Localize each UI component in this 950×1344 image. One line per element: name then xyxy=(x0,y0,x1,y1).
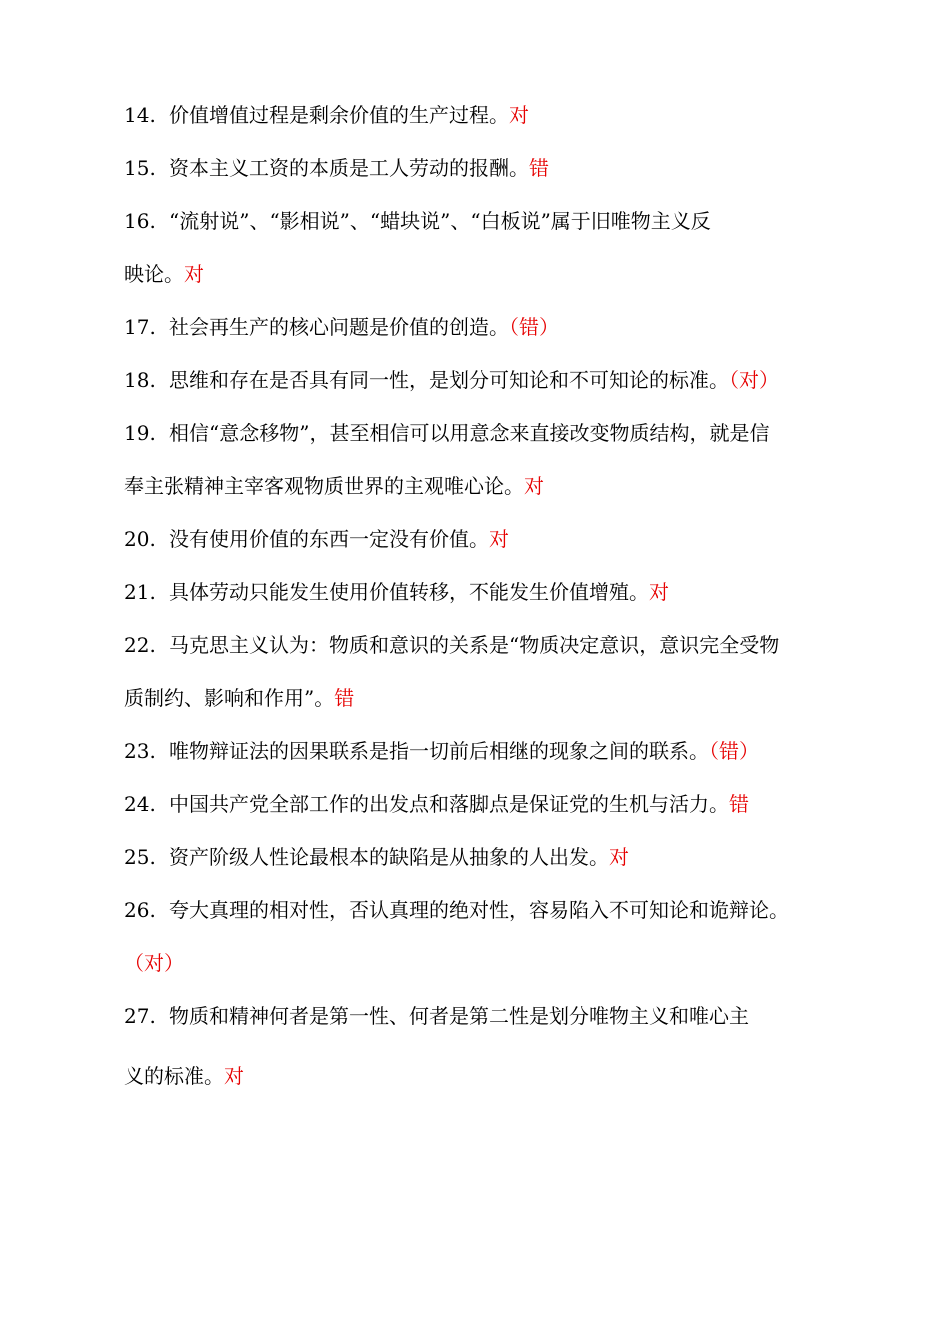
item-text: 马克思主义认为：物质和意识的关系是“物质决定意识，意识完全受物 xyxy=(169,633,780,657)
item-text: 物质和精神何者是第一性、何者是第二性是划分唯物主义和唯心主 xyxy=(169,1004,749,1028)
list-item xyxy=(124,631,779,659)
item-number: 26. xyxy=(124,898,156,922)
item-answer: 对 xyxy=(184,262,204,286)
item-text: 唯物辩证法的因果联系是指一切前后相继的现象之间的联系。 xyxy=(169,739,709,763)
item-answer: 对 xyxy=(509,103,529,127)
item-text: 资产阶级人性论最根本的缺陷是从抽象的人出发。 xyxy=(169,845,609,869)
item-text: 社会再生产的核心问题是价值的创造。 xyxy=(169,315,509,339)
item-answer: 对 xyxy=(489,527,509,551)
item-answer: （错） xyxy=(509,315,559,339)
list-item-continuation xyxy=(124,472,544,500)
list-item xyxy=(124,101,529,129)
item-answer: （错） xyxy=(709,739,759,763)
list-item xyxy=(124,578,669,606)
item-number: 16. xyxy=(124,209,156,233)
item-answer: 对 xyxy=(224,1064,244,1088)
item-text: 义的标准。 xyxy=(124,1064,224,1088)
item-number: 25. xyxy=(124,845,156,869)
item-text: 质制约、影响和作用”。 xyxy=(124,686,335,710)
item-answer: 错 xyxy=(334,686,355,710)
list-item-continuation xyxy=(124,684,354,712)
item-number: 21. xyxy=(124,580,156,604)
list-item xyxy=(124,896,789,924)
item-number: 23. xyxy=(124,739,156,763)
item-answer: （对） xyxy=(124,951,184,975)
item-text: 具体劳动只能发生使用价值转移，不能发生价值增殖。 xyxy=(169,580,649,604)
item-text: 奉主张精神主宰客观物质世界的主观唯心论。 xyxy=(124,474,524,498)
item-text: 夸大真理的相对性，否认真理的绝对性，容易陷入不可知论和诡辩论。 xyxy=(169,898,789,922)
list-item xyxy=(124,366,779,394)
item-number: 14. xyxy=(124,103,156,127)
list-item-continuation xyxy=(124,1062,244,1090)
item-answer: 对 xyxy=(609,845,629,869)
item-text: 映论。 xyxy=(124,262,184,286)
item-answer: 错 xyxy=(529,156,549,180)
item-answer: 对 xyxy=(524,474,544,498)
list-item-continuation xyxy=(124,260,204,288)
list-item xyxy=(124,737,759,765)
list-item xyxy=(124,313,559,341)
item-number: 19. xyxy=(124,421,156,445)
item-text: 相信“意念移物”，甚至相信可以用意念来直接改变物质结构，就是信 xyxy=(169,421,770,445)
list-item xyxy=(124,207,711,235)
item-answer: 错 xyxy=(729,792,749,816)
list-item xyxy=(124,843,629,871)
item-number: 17. xyxy=(124,315,156,339)
list-item xyxy=(124,525,509,553)
item-answer: （对） xyxy=(729,368,779,392)
item-text: 没有使用价值的东西一定没有价值。 xyxy=(169,527,489,551)
item-text: “流射说”、“影相说”、“蜡块说”、“白板说”属于旧唯物主义反 xyxy=(169,209,711,233)
item-number: 27. xyxy=(124,1004,156,1028)
item-number: 15. xyxy=(124,156,156,180)
list-item xyxy=(124,790,749,818)
item-text: 价值增值过程是剩余价值的生产过程。 xyxy=(169,103,509,127)
item-number: 20. xyxy=(124,527,156,551)
item-number: 18. xyxy=(124,368,156,392)
item-text: 资本主义工资的本质是工人劳动的报酬。 xyxy=(169,156,529,180)
list-item xyxy=(124,154,549,182)
list-item xyxy=(124,419,769,447)
item-number: 24. xyxy=(124,792,156,816)
list-item-continuation xyxy=(124,949,184,977)
item-text: 思维和存在是否具有同一性，是划分可知论和不可知论的标准。 xyxy=(169,368,729,392)
list-item xyxy=(124,1002,749,1030)
item-number: 22. xyxy=(124,633,156,657)
item-text: 中国共产党全部工作的出发点和落脚点是保证党的生机与活力。 xyxy=(169,792,729,816)
item-answer: 对 xyxy=(649,580,669,604)
